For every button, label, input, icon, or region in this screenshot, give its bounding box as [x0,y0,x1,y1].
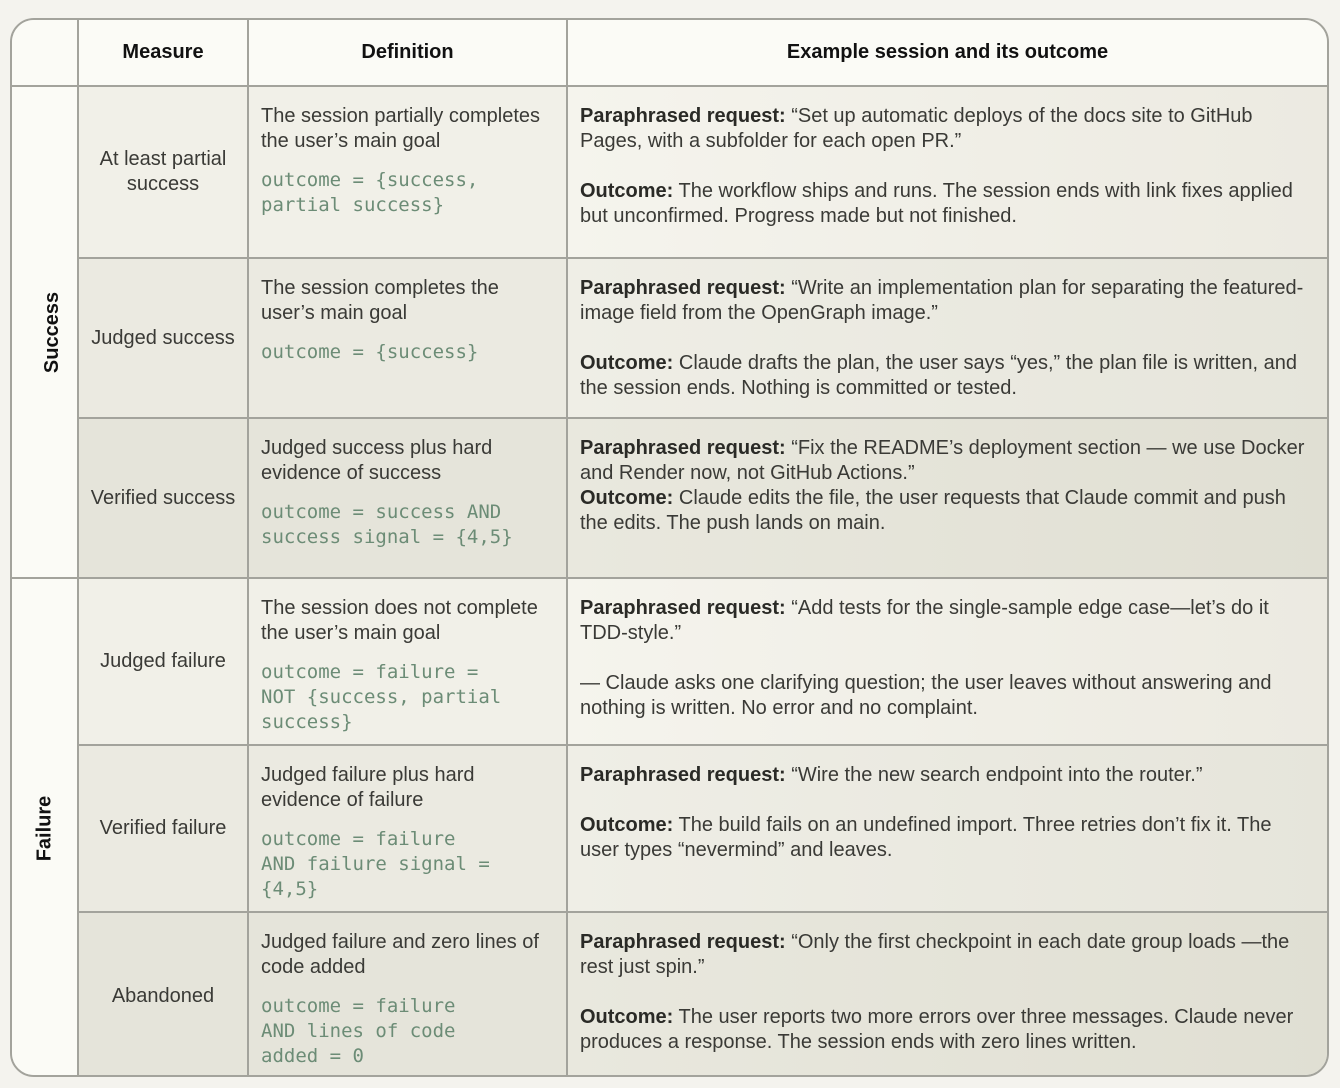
outcome-text: Claude drafts the plan, the user says “yes,” the plan file is written, and the session ends. Nothing is committed or tested. [580,352,1297,399]
request-text: “Fix the README’s deployment section — we use Docker and Render now, not GitHub Actions.” [580,437,1305,484]
table-row [12,578,1327,745]
table-row [12,745,1327,912]
example-request [580,930,1313,980]
group-success-cell [12,86,78,578]
request-label: Paraphrased request: [580,277,786,299]
outcome-label: Outcome: [580,180,674,202]
outcome-label: Outcome: [580,814,674,836]
outcome-text: The build fails on an undefined import. Three retries don’t fix it. The user types “nevermind” and leaves. [580,814,1272,861]
group-failure-cell [12,578,78,1077]
request-label: Paraphrased request: [580,931,786,953]
request-label: Paraphrased request: [580,764,786,786]
example-cell [567,578,1327,745]
definition-code: outcome = failure AND lines of code added = 0 [261,995,456,1067]
outcome-label: Outcome: [580,1006,674,1028]
definition-code: outcome = failure = NOT {success, partial success} [261,661,502,733]
outcome-text: The user reports two more errors over three messages. Claude never produces a response. The session ends with zero lines written. [580,1006,1294,1053]
definition-text: The session partially completes the user’s main goal [261,105,541,152]
measure-cell: Verified success [78,418,248,578]
example-cell [567,418,1327,578]
request-text: “Add tests for the single-sample edge case—let’s do it TDD-style.” [580,597,1269,644]
example-cell [567,258,1327,418]
definition-text: Judged failure plus hard evidence of failure [261,764,475,811]
header-group-cell [12,20,78,86]
outcome-label: Outcome: [580,487,674,509]
definition-cell [248,418,567,578]
measure-cell: Judged success [78,258,248,418]
definition-code: outcome = success AND success signal = {4,5} [261,501,513,548]
definition-text: Judged success plus hard evidence of success [261,437,493,484]
request-text: “Wire the new search endpoint into the router.” [785,764,1203,786]
table-row [12,86,1327,258]
outcome-label: Outcome: [580,352,674,374]
definition-code: outcome = {success} [261,341,479,363]
definition-cell [248,912,567,1077]
request-text: “Set up automatic deploys of the docs site to GitHub Pages, with a subfolder for each open PR.” [580,105,1253,152]
example-outcome [580,1005,1313,1055]
example-request [580,276,1313,326]
header-example: Example session and its outcome [567,20,1327,86]
definition-cell [248,578,567,745]
outcome-text: The workflow ships and runs. The session ends with link fixes applied but unconfirmed. Progress made but not finished. [580,180,1293,227]
request-label: Paraphrased request: [580,105,786,127]
request-text: “Only the first checkpoint in each date group loads —the rest just spin.” [580,931,1290,978]
definition-text: Judged failure and zero lines of code added [261,931,539,978]
example-request [580,596,1313,646]
request-text: “Write an implementation plan for separating the featured-image field from the OpenGraph image.” [580,277,1304,324]
header-definition: Definition [248,20,567,86]
group-label-failure: Failure [33,795,56,862]
outcome-text: Claude edits the file, the user requests that Claude commit and push the edits. The push lands on main. [580,487,1286,534]
definition-cell [248,258,567,418]
example-cell [567,912,1327,1077]
definition-text: The session completes the user’s main goal [261,277,499,324]
definition-code: outcome = {success, partial success} [261,169,479,216]
definition-cell [248,86,567,258]
example-request [580,763,1313,788]
example-request [580,104,1313,154]
request-label: Paraphrased request: [580,437,786,459]
example-outcome [580,351,1313,401]
measure-cell: Judged failure [78,578,248,745]
example-outcome [580,179,1313,229]
request-label: Paraphrased request: [580,597,786,619]
example-outcome [580,486,1313,536]
example-outcome [580,813,1313,863]
measure-cell: Verified failure [78,745,248,912]
example-outcome: — Claude asks one clarifying question; the user leaves without answering and nothing is written. No error and no complaint. [580,672,1272,719]
table-row [12,418,1327,578]
table-row [12,258,1327,418]
measure-cell: At least partial success [78,86,248,258]
table-row [12,912,1327,1077]
example-cell [567,745,1327,912]
measures-table-grid [12,20,1327,1077]
header-row [12,20,1327,86]
example-request [580,436,1313,486]
header-measure: Measure [78,20,248,86]
definition-cell [248,745,567,912]
definition-text: The session does not complete the user’s main goal [261,597,538,644]
group-label-success: Success [41,291,64,373]
measure-cell: Abandoned [78,912,248,1077]
outcome-measures-table [10,18,1329,1077]
definition-code: outcome = failure AND failure signal = {4,5} [261,828,490,900]
example-cell [567,86,1327,258]
